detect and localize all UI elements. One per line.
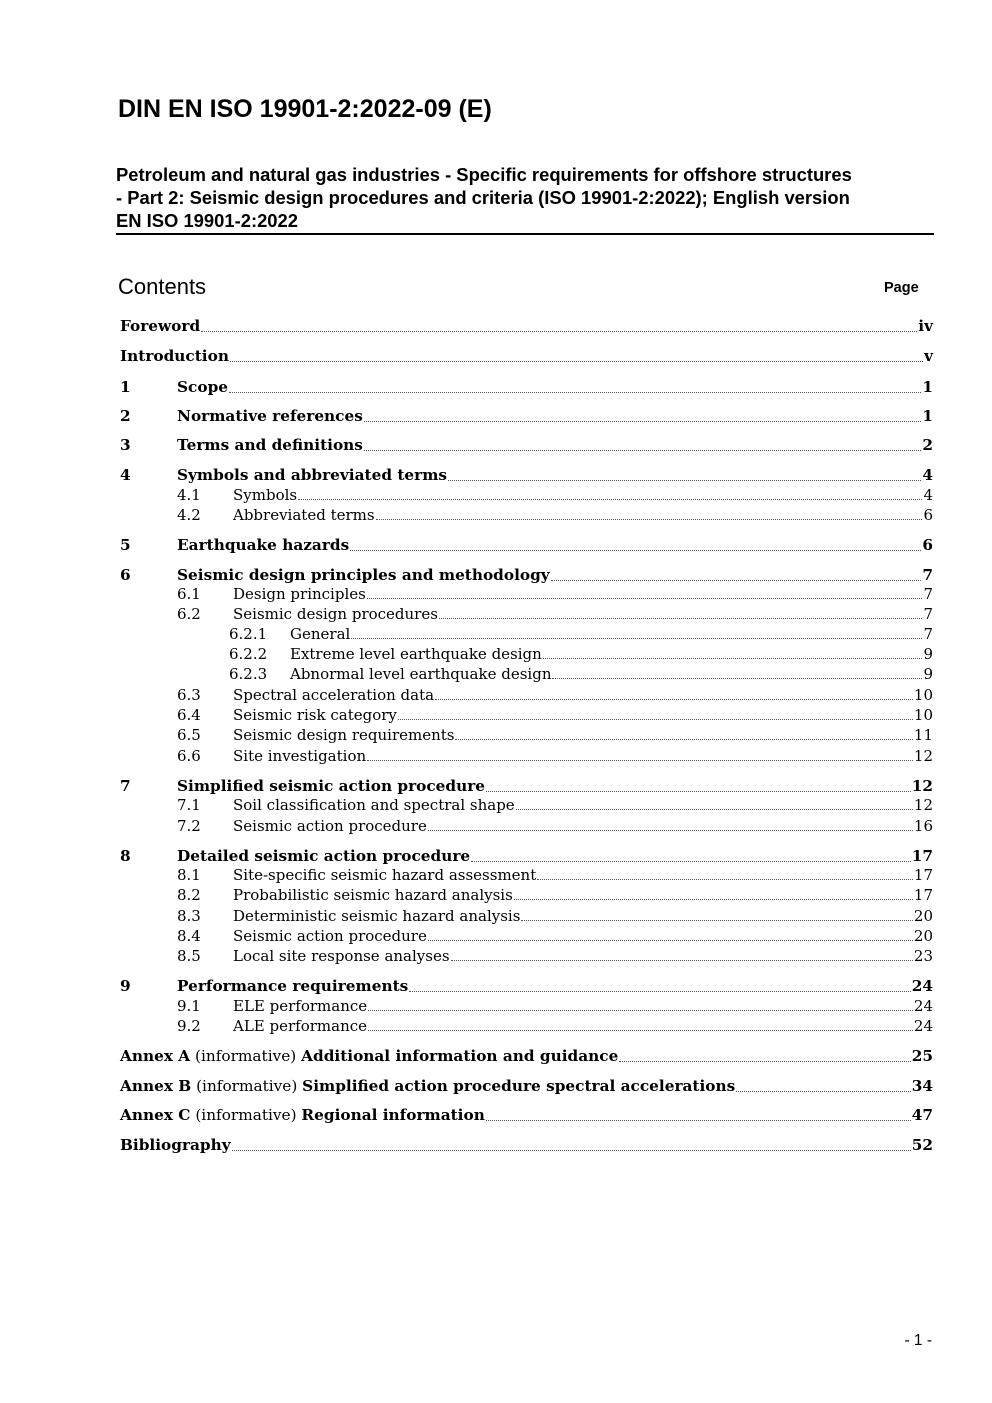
toc-entry[interactable] (120, 376, 933, 398)
toc-entry-page: 25 (911, 1047, 933, 1065)
toc-entry[interactable] (120, 1075, 933, 1097)
toc-entry-number: 6.2.3 (229, 665, 268, 683)
toc-entry-number: 4.2 (177, 506, 201, 524)
toc-entry-page: 7 (922, 566, 933, 584)
toc-entry-page: 4 (923, 486, 933, 504)
toc-entry-page: 7 (923, 625, 933, 643)
toc-entry-title: Symbols and abbreviated terms (177, 466, 448, 484)
toc-entry[interactable] (229, 644, 933, 664)
toc-entry[interactable] (177, 795, 933, 815)
toc-entry[interactable] (177, 865, 933, 885)
toc-entry-page: 23 (913, 947, 933, 965)
toc-entry-title: Abnormal level earthquake design (290, 665, 552, 683)
dot-leader (439, 617, 923, 619)
toc-entry-number: 6.3 (177, 686, 201, 704)
dot-leader (471, 860, 911, 862)
dot-leader (514, 898, 913, 900)
toc-entry-title: Detailed seismic action procedure (177, 847, 471, 865)
dot-leader (364, 420, 922, 422)
toc-entry-page: 52 (911, 1136, 933, 1154)
toc-entry-page: 10 (913, 686, 933, 704)
toc-entry[interactable] (177, 485, 933, 505)
toc-entry-page: v (924, 347, 933, 365)
toc-entry-number: 5 (120, 536, 131, 554)
toc-entry-title: Site investigation (233, 747, 367, 765)
toc-entry-number: 8.4 (177, 927, 201, 945)
toc-entry[interactable] (177, 685, 933, 705)
toc-entry[interactable] (120, 564, 933, 586)
toc-entry-number: 9 (120, 977, 131, 995)
toc-entry-number: 8.3 (177, 907, 201, 925)
toc-entry-number: 9.1 (177, 997, 201, 1015)
toc-entry-number: 6.2.2 (229, 645, 268, 663)
dot-leader (409, 990, 910, 992)
toc-entry-title: Soil classification and spectral shape (233, 796, 515, 814)
toc-entry-title: Seismic design principles and methodology (177, 566, 550, 584)
toc-entry-number: 8.2 (177, 886, 201, 904)
toc-entry-title: Seismic design requirements (233, 726, 455, 744)
toc-entry-title: Abbreviated terms (233, 506, 375, 524)
subtitle-line: Petroleum and natural gas industries - Specific requirements for offshore structures (116, 164, 852, 185)
toc-entry-title: Seismic action procedure (233, 927, 427, 945)
toc-entry-number: 7 (120, 777, 131, 795)
toc-entry-title: Performance requirements (177, 977, 409, 995)
dot-leader (229, 391, 921, 393)
subtitle-line: - Part 2: Seismic design procedures and criteria (ISO 19901-2:2022); English version (116, 187, 850, 208)
toc-entry-number: 2 (120, 407, 131, 425)
toc-entry-title: Design principles (233, 585, 366, 603)
toc-entry[interactable] (120, 464, 933, 486)
toc-entry-title: ALE performance (233, 1017, 368, 1035)
toc-entry-title: Simplified seismic action procedure (177, 777, 486, 795)
toc-entry-page: 24 (911, 977, 933, 995)
dot-leader (435, 698, 913, 700)
toc-entry-number: 7.1 (177, 796, 201, 814)
toc-entry-page: 17 (911, 847, 933, 865)
toc-entry-page: 7 (923, 605, 933, 623)
toc-entry-page: iv (918, 317, 933, 335)
toc-entry-page: 11 (913, 726, 933, 744)
toc-entry[interactable] (120, 975, 933, 997)
toc-entry-number: 1 (120, 378, 131, 396)
toc-entry[interactable] (177, 725, 933, 745)
dot-leader (367, 597, 923, 599)
toc-entry[interactable] (177, 946, 933, 966)
toc-entry-page: 4 (922, 466, 933, 484)
toc-entry[interactable] (120, 345, 933, 367)
toc-entry-page: 24 (913, 1017, 933, 1035)
dot-leader (448, 479, 921, 481)
toc-entry-page: 17 (913, 866, 933, 884)
dot-leader (619, 1060, 910, 1062)
dot-leader (543, 657, 923, 659)
dot-leader (298, 498, 922, 500)
toc-entry-number: 8.5 (177, 947, 201, 965)
toc-entry-number: 6 (120, 566, 131, 584)
dot-leader (368, 1009, 913, 1011)
toc-entry-title: Extreme level earthquake design (290, 645, 542, 663)
toc-entry[interactable] (120, 1134, 933, 1156)
toc-entry-title: Foreword (120, 317, 201, 335)
toc-entry-title: Scope (177, 378, 228, 396)
dot-leader (350, 549, 921, 551)
subtitle-line: EN ISO 19901-2:2022 (116, 210, 298, 231)
dot-leader (451, 959, 913, 961)
toc-entry-page: 9 (923, 665, 933, 683)
toc-entry-page: 9 (923, 645, 933, 663)
toc-entry-title: Introduction (120, 347, 229, 365)
dot-leader (552, 677, 922, 679)
toc-entry-page: 6 (922, 536, 933, 554)
toc-entry-title: Deterministic seismic hazard analysis (233, 907, 521, 925)
toc-entry-number: 6.6 (177, 747, 201, 765)
dot-leader (521, 919, 912, 921)
toc-entry-number: 6.5 (177, 726, 201, 744)
dot-leader (428, 829, 913, 831)
toc-entry[interactable] (229, 624, 933, 644)
toc-entry-page: 17 (913, 886, 933, 904)
dot-leader (351, 637, 922, 639)
toc-entry-page: 1 (922, 407, 933, 425)
toc-entry[interactable] (177, 584, 933, 604)
toc-entry-number: 6.2.1 (229, 625, 268, 643)
document-subtitle (116, 163, 934, 235)
toc-entry-page: 20 (913, 907, 933, 925)
toc-entry-title: Seismic design procedures (233, 605, 438, 623)
toc-entry-title: Annex B (informative) Simplified action procedure spectral accelerations (120, 1077, 736, 1095)
toc-entry-page: 12 (913, 796, 933, 814)
toc-entry-title: Site-specific seismic hazard assessment (233, 866, 537, 884)
page-number: - 1 - (904, 1332, 932, 1349)
toc-entry[interactable] (120, 845, 933, 867)
toc-entry-title: Local site response analyses (233, 947, 450, 965)
toc-entry[interactable] (177, 816, 933, 836)
toc-entry-title: Normative references (177, 407, 363, 425)
toc-entry-page: 10 (913, 706, 933, 724)
toc-entry-number: 8 (120, 847, 131, 865)
toc-entry-title: General (290, 625, 351, 643)
dot-leader (376, 518, 923, 520)
toc-entry[interactable] (120, 434, 933, 456)
toc-entry[interactable] (177, 996, 933, 1016)
toc-entry-number: 6.2 (177, 605, 201, 623)
toc-entry-title: ELE performance (233, 997, 368, 1015)
toc-entry[interactable] (120, 1045, 933, 1067)
contents-heading: Contents (118, 274, 207, 299)
toc-entry-number: 9.2 (177, 1017, 201, 1035)
toc-entry-title: Spectral acceleration data (233, 686, 435, 704)
dot-leader (398, 718, 913, 720)
toc-entry-number: 4 (120, 466, 131, 484)
toc-entry-number: 3 (120, 436, 131, 454)
dot-leader (516, 808, 913, 810)
dot-leader (455, 738, 912, 740)
toc-entry-number: 6.1 (177, 585, 201, 603)
dot-leader (551, 579, 922, 581)
toc-entry[interactable] (177, 885, 933, 905)
dot-leader (232, 1149, 911, 1151)
toc-entry-page: 16 (913, 817, 933, 835)
toc-entry-page: 6 (923, 506, 933, 524)
toc-entry-title: Bibliography (120, 1136, 231, 1154)
toc-entry[interactable] (120, 405, 933, 427)
toc-entry[interactable] (177, 746, 933, 766)
dot-leader (364, 449, 921, 451)
toc-entry[interactable] (120, 534, 933, 556)
toc-entry-title: Symbols (233, 486, 298, 504)
toc-entry-page: 34 (911, 1077, 933, 1095)
toc-entry-page: 20 (913, 927, 933, 945)
toc-entry[interactable] (177, 705, 933, 725)
dot-leader (736, 1090, 910, 1092)
page-column-label: Page (884, 280, 919, 296)
toc-entry-page: 12 (911, 777, 933, 795)
toc-entry[interactable] (229, 664, 933, 684)
dot-leader (428, 939, 913, 941)
dot-leader (537, 878, 913, 880)
toc-entry-number: 8.1 (177, 866, 201, 884)
toc-entry-page: 24 (913, 997, 933, 1015)
toc-entry[interactable] (120, 775, 933, 797)
toc-entry-number: 6.4 (177, 706, 201, 724)
toc-entry-page: 12 (913, 747, 933, 765)
toc-entry[interactable] (177, 505, 933, 525)
toc-entry-title: Annex A (informative) Additional information and guidance (120, 1047, 619, 1065)
dot-leader (486, 790, 911, 792)
toc-entry-title: Annex C (informative) Regional information (120, 1106, 485, 1124)
toc-entry[interactable] (177, 1016, 933, 1036)
toc-entry-title: Seismic action procedure (233, 817, 427, 835)
dot-leader (368, 1029, 913, 1031)
toc-entry[interactable] (177, 926, 933, 946)
toc-entry[interactable] (120, 315, 933, 337)
toc-entry-title: Terms and definitions (177, 436, 363, 454)
dot-leader (367, 759, 913, 761)
dot-leader (230, 360, 923, 362)
toc-entry-page: 47 (911, 1106, 933, 1124)
toc-entry-title: Seismic risk category (233, 706, 397, 724)
toc-entry-number: 4.1 (177, 486, 201, 504)
toc-entry[interactable] (177, 906, 933, 926)
document-code-title: DIN EN ISO 19901-2:2022-09 (E) (118, 95, 492, 123)
toc-entry-title: Earthquake hazards (177, 536, 350, 554)
toc-entry-page: 1 (922, 378, 933, 396)
toc-entry-title: Probabilistic seismic hazard analysis (233, 886, 513, 904)
dot-leader (486, 1119, 911, 1121)
toc-entry[interactable] (120, 1104, 933, 1126)
toc-entry-page: 7 (923, 585, 933, 603)
toc-entry[interactable] (177, 604, 933, 624)
toc-entry-page: 2 (922, 436, 933, 454)
dot-leader (201, 330, 917, 332)
toc-entry-number: 7.2 (177, 817, 201, 835)
